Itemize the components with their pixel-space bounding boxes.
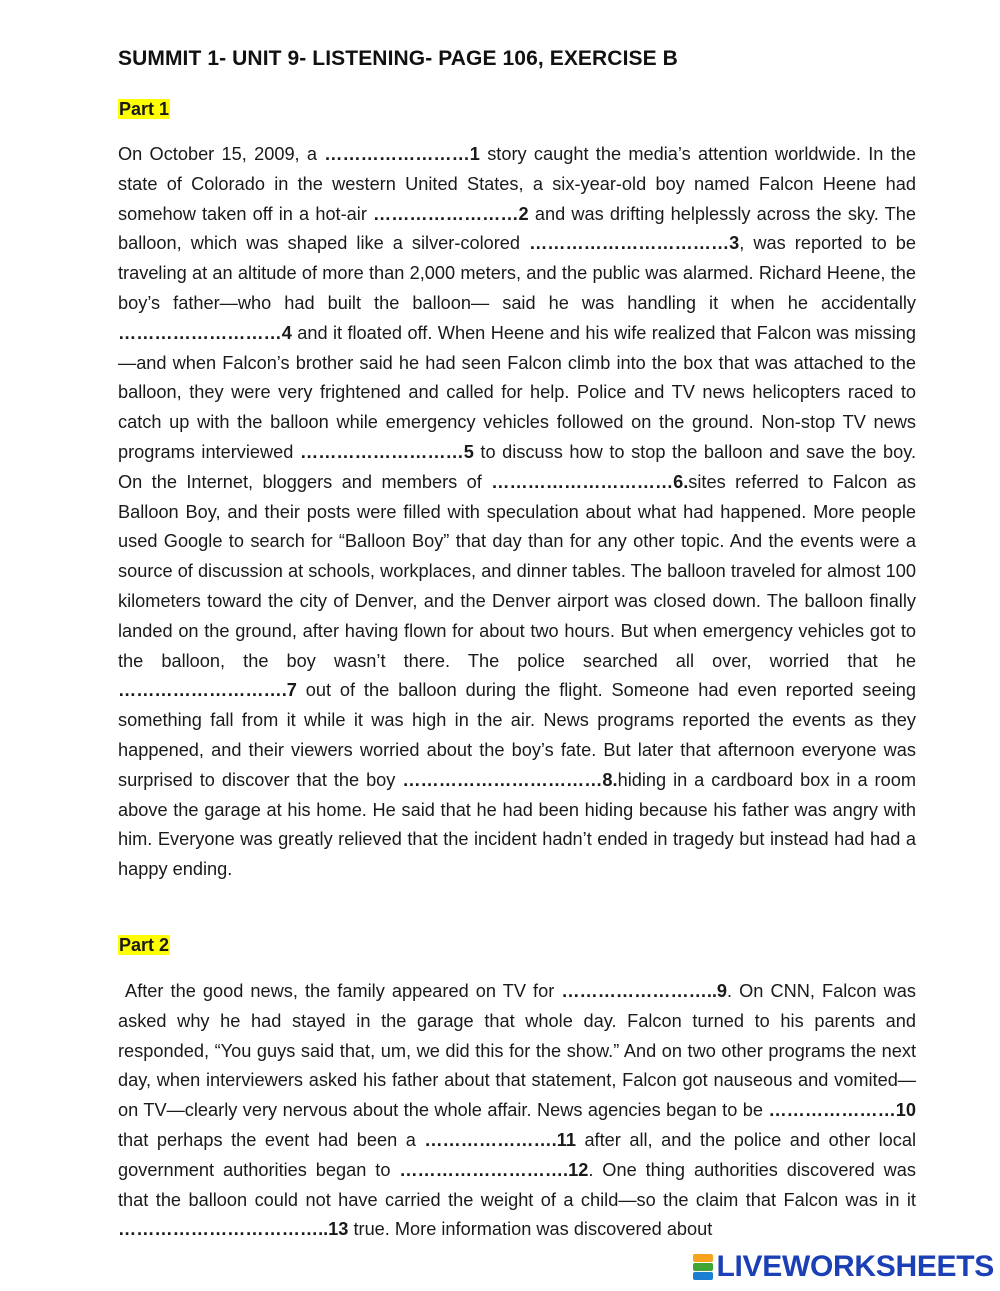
text-run: hiding in a cardboard box in a room above the garage at his home. He said that he had been hiding because his father was angry with him. Everyone was greatly relieved that the incident hadn’t ended in tragedy but instead had had a happy ending. [118, 769, 916, 880]
blank-number: 5 [463, 441, 474, 462]
blank-number: 7 [286, 680, 297, 701]
blank-number: 10 [895, 1100, 916, 1121]
blank-number: 11 [556, 1129, 576, 1150]
text-run: true. More information was discovered about [348, 1219, 713, 1240]
answer-blank-11[interactable] [424, 1130, 576, 1150]
answer-blank-13[interactable] [118, 1219, 348, 1239]
blank-number: 4 [281, 322, 292, 343]
page-title: SUMMIT 1- UNIT 9- LISTENING- PAGE 106, EXERCISE B [118, 47, 678, 70]
blank-dots: ……………………… [300, 441, 464, 462]
blank-number: 9 [716, 981, 728, 1001]
answer-blank-8[interactable] [402, 770, 617, 790]
text-run: On October 15, 2009, a [118, 144, 325, 164]
text-run: . On CNN, Falcon was asked why he had stayed in the garage that whole day. Falcon turned to his parents and responded, “You guys said that, um, we did this for the show.” And on two other programs the next day, when interviewers asked his father about that statement, Falcon got nauseous and vomited—on TV—clearly very nervous about the whole affair. News agencies began to be [118, 981, 916, 1121]
text-run: After the good news, the family appeared on TV for [118, 981, 562, 1001]
blank-dots: ………………… [768, 1100, 896, 1121]
blank-dots: …………………… [373, 203, 519, 224]
text-run: sites referred to Falcon as Balloon Boy, and their posts were filled with speculation about what had happened. More people used Google to search for “Balloon Boy” that day than for any other topic. And the events were a source of discussion at schools, workplaces, and dinner tables. The balloon traveled for almost 100 kilometers toward the city of Denver, and the Denver airport was closed down. The balloon finally landed on the ground, after having flown for about two hours. But when emergency vehicles got to the balloon, the boy wasn’t there. The police searched all over, worried that he [118, 471, 916, 671]
text-run: that perhaps the event had been a [118, 1129, 425, 1150]
part-1-paragraph [118, 140, 916, 885]
blank-number: 13 [328, 1219, 349, 1240]
text-run: . One thing authorities discovered was that the balloon could not have carried the weight of a child—so the claim that Falcon was in it [118, 1159, 916, 1210]
answer-blank-5[interactable] [300, 442, 474, 462]
blank-dots: …………………. [424, 1129, 557, 1150]
text-run: story caught the media’s attention worldwide. In the state of Colorado in the western United States, a six-year-old boy named Falcon Heene had somehow taken off in a hot-air [118, 144, 916, 224]
blank-number: 3 [729, 233, 740, 254]
blank-dots: …………………………… [529, 233, 730, 254]
blank-number: 2 [518, 203, 529, 224]
liveworksheets-icon [693, 1254, 713, 1280]
blank-number: 12 [568, 1159, 589, 1180]
text-run: and was drifting helplessly across the sky. The balloon, which was shaped like a silver-colored [118, 203, 916, 254]
blank-number: 8. [602, 769, 618, 790]
blank-dots: ……………………… [118, 322, 282, 343]
answer-blank-3[interactable] [529, 233, 739, 253]
blank-dots: …………………………… [402, 769, 603, 790]
answer-blank-12[interactable] [399, 1160, 588, 1180]
answer-blank-6[interactable] [491, 472, 688, 492]
text-run: to discuss how to stop the balloon and save the boy. On the Internet, bloggers and members of [118, 441, 917, 492]
blank-dots: …………………………….. [118, 1219, 329, 1240]
answer-blank-2[interactable] [373, 204, 529, 224]
text-run: , was reported to be traveling at an altitude of more than 2,000 meters, and the public was alarmed. Richard Heene, the boy’s father—who had built the balloon— said he was handling it when he accidentally [118, 233, 916, 313]
liveworksheets-logo [693, 1250, 995, 1284]
text-run: and it floated off. When Heene and his wife realized that Falcon was missing—and when Falcon’s brother said he had seen Falcon climb into the box that was attached to the balloon, they were very frightened and called for help. Police and TV news helicopters raced to catch up with the balloon while emergency vehicles followed on the ground. Non-stop TV news programs interviewed [118, 322, 916, 462]
blank-number: 1 [469, 144, 480, 164]
answer-blank-1[interactable] [324, 144, 480, 164]
brand-name: LIVEWORKSHEETS [716, 1250, 994, 1283]
part-2-paragraph [118, 977, 916, 1245]
blank-dots: …………………….. [561, 981, 717, 1001]
blank-number: 6. [673, 471, 689, 492]
blank-dots: ………………………… [491, 471, 674, 492]
answer-blank-7[interactable] [118, 680, 297, 700]
text-run: after all, and the police and other local government authorities began to [118, 1129, 916, 1180]
answer-blank-4[interactable] [118, 323, 292, 343]
text-run: out of the balloon during the flight. Someone had even reported seeing something fall from it while it was high in the air. News programs reported the events as they happened, and their viewers worried about the boy’s fate. But later that afternoon everyone was surprised to discover that the boy [118, 680, 916, 790]
answer-blank-10[interactable] [768, 1100, 916, 1120]
blank-dots: ………………………. [399, 1159, 569, 1180]
blank-dots: …………………… [324, 144, 470, 164]
part-2-label: Part 2 [119, 935, 170, 955]
answer-blank-9[interactable] [561, 981, 727, 1001]
part-1-label: Part 1 [119, 99, 170, 119]
blank-dots: ………………………. [118, 680, 287, 701]
